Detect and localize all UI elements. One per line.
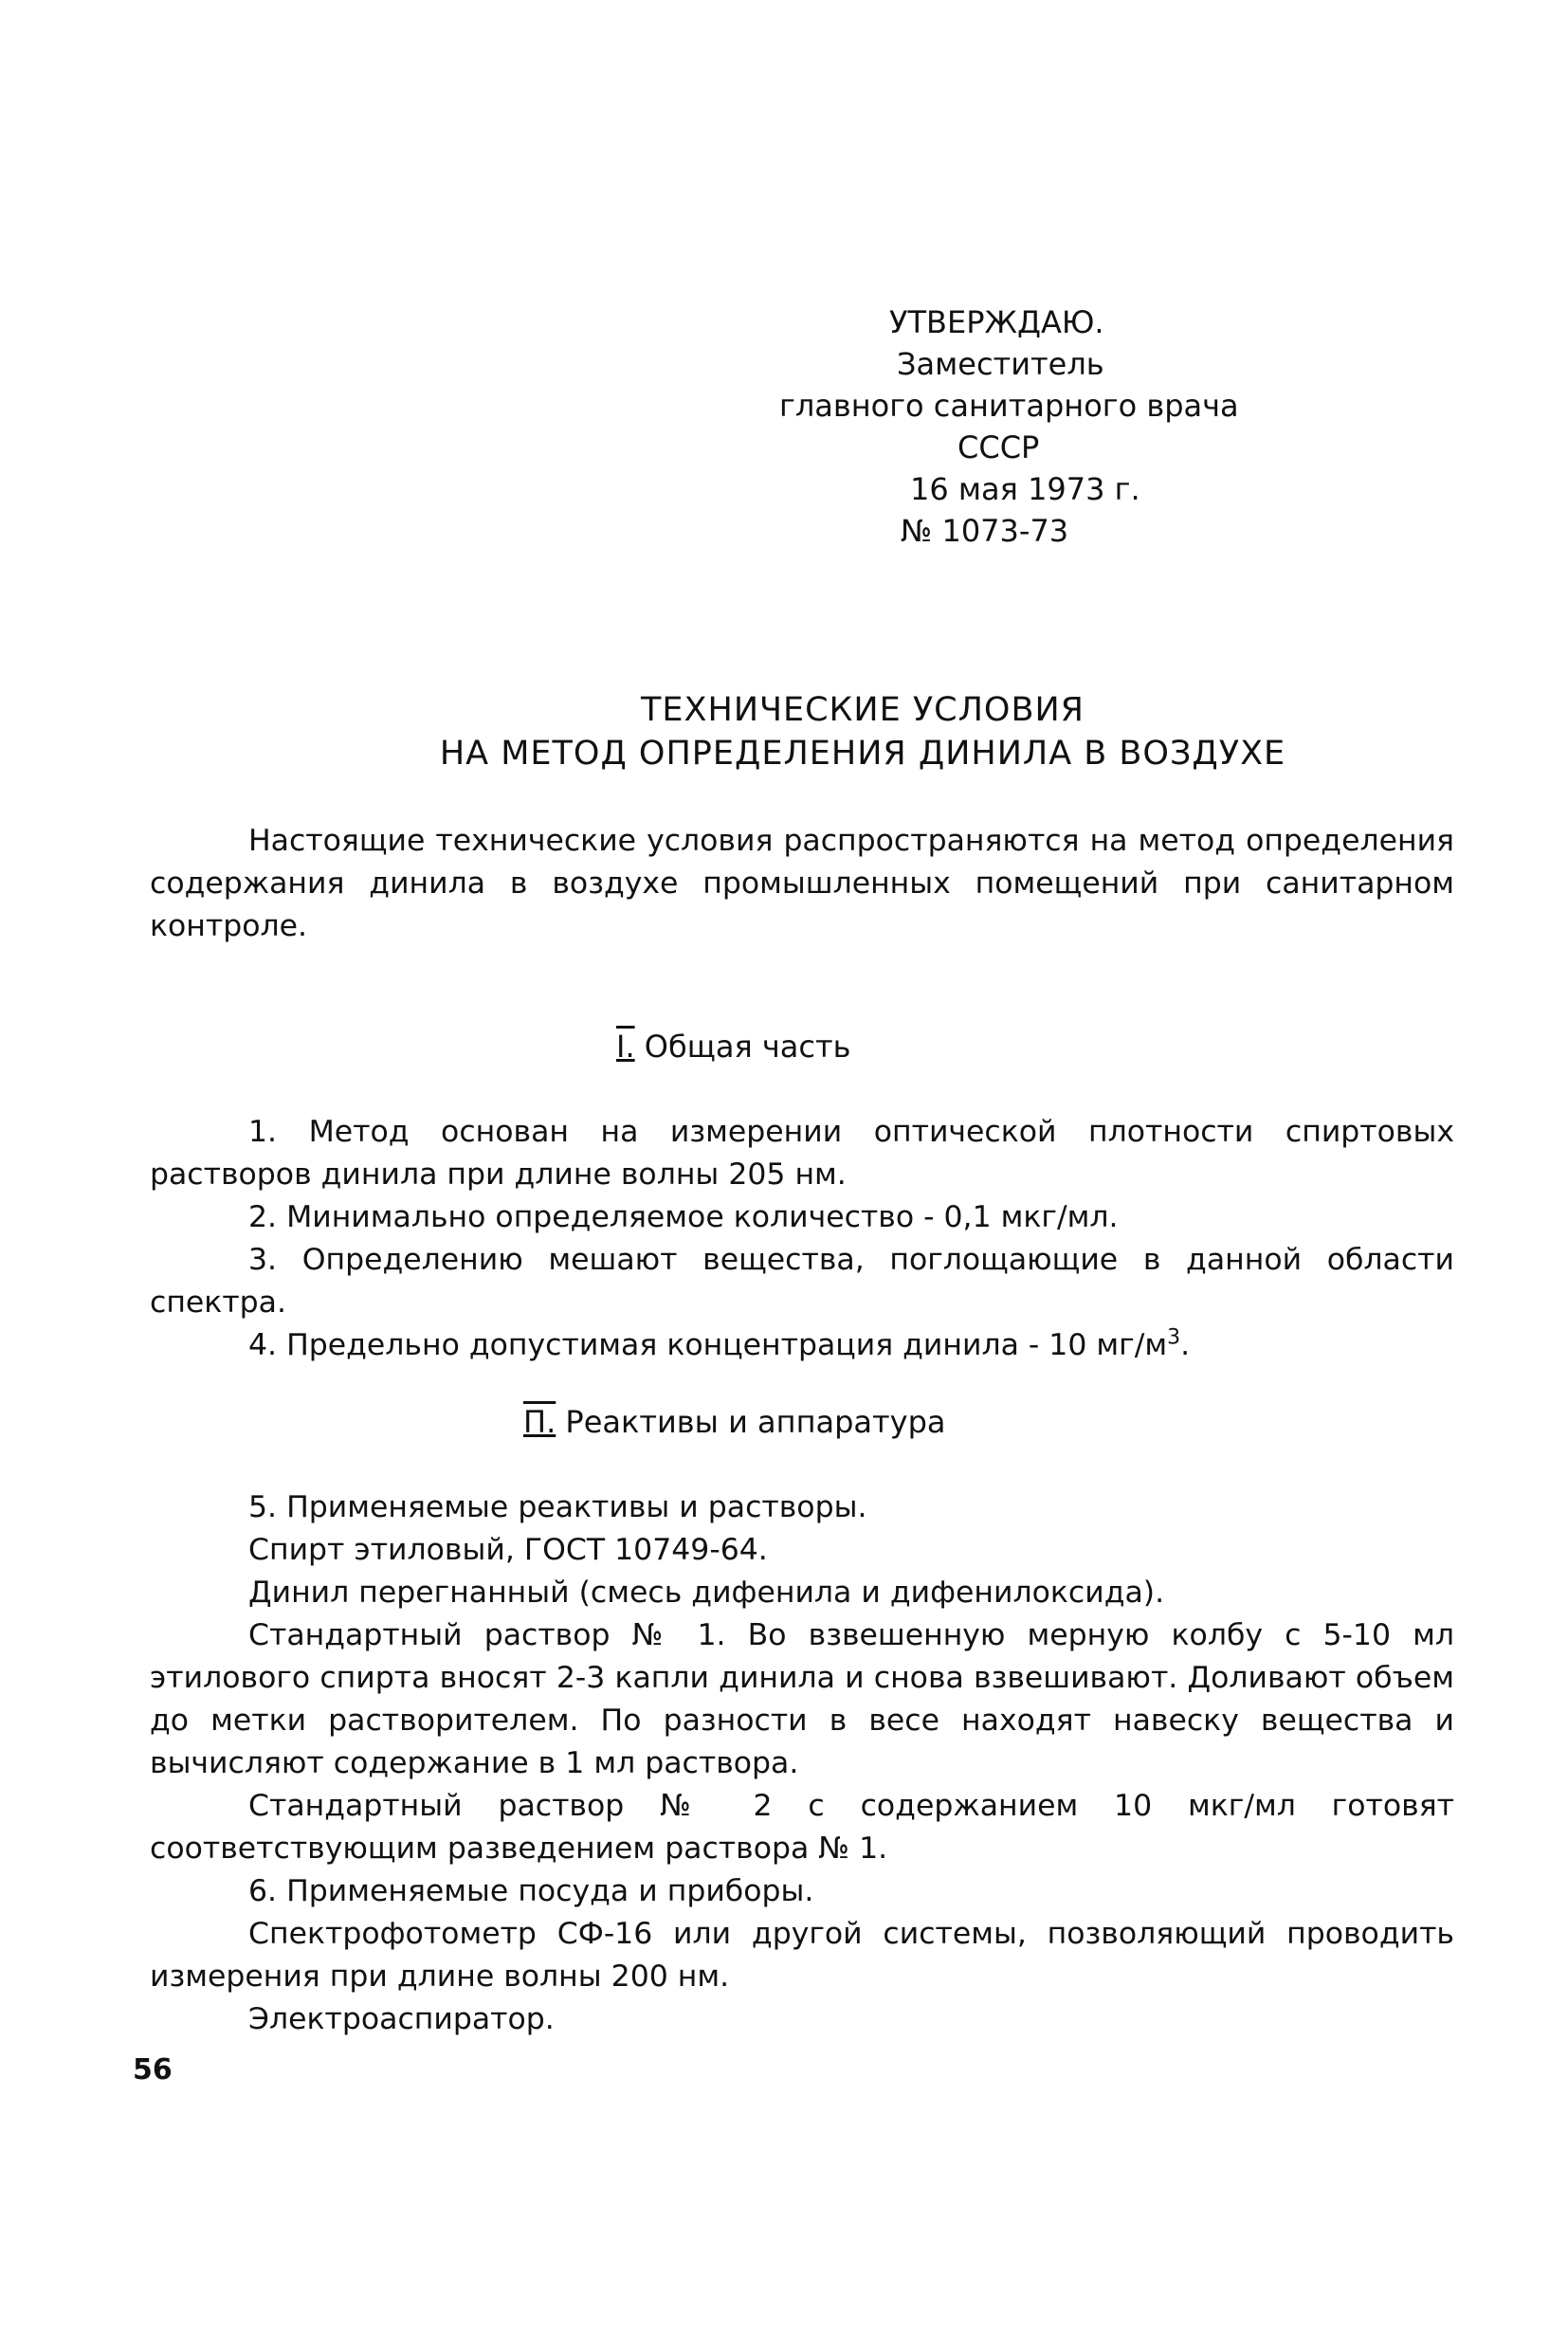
section-1-item: 3. Определению мешают вещества, поглощающие в данной области спектра.	[150, 1243, 1454, 1320]
intro-paragraph	[150, 820, 1454, 948]
approval-stamp	[768, 301, 1299, 552]
section-2-body	[150, 1486, 1454, 2041]
section-2-paragraph: Динил перегнанный (смесь дифенила и дифенилоксида).	[248, 1576, 1165, 1610]
approval-number: № 1073-73	[901, 513, 1069, 549]
section-1-numeral: I.	[616, 1029, 635, 1065]
cubic-superscript: 3	[1167, 1325, 1181, 1350]
approval-date: 16 мая 1973 г.	[910, 471, 1140, 507]
section-1-title: Общая часть	[644, 1029, 851, 1065]
section-1-heading	[616, 1026, 850, 1067]
document-title	[152, 688, 1568, 775]
section-2-heading	[523, 1401, 946, 1443]
title-line-1: ТЕХНИЧЕСКИЕ УСЛОВИЯ	[641, 691, 1085, 729]
section-2-numeral: П.	[523, 1404, 556, 1440]
section-1-body	[150, 1111, 1454, 1367]
page-number: 56	[133, 2053, 173, 2087]
item-4-text: 4. Предельно допустимая концентрация динила - 10 мг/м	[248, 1328, 1168, 1362]
item-4-end: .	[1180, 1328, 1191, 1362]
approval-line-2: Заместитель	[897, 346, 1104, 382]
section-2-paragraph: 6. Применяемые посуда и приборы.	[248, 1874, 814, 1908]
section-2-paragraph: Спирт этиловый, ГОСТ 10749-64.	[248, 1533, 768, 1567]
section-1-item: 2. Минимально определяемое количество - 0,1 мкг/мл.	[248, 1200, 1119, 1234]
section-2-paragraph: 5. Применяемые реактивы и растворы.	[248, 1490, 867, 1524]
approval-line-1: УТВЕРЖДАЮ.	[889, 304, 1104, 340]
intro-text: Настоящие технические условия распространяются на метод определения содержания динила в воздухе промышленных помещений при санитарном контроле.	[150, 824, 1454, 943]
section-2-title: Реактивы и аппаратура	[565, 1404, 946, 1440]
approval-line-3: главного санитарного врача	[779, 388, 1239, 424]
section-1-item: 1. Метод основан на измерении оптической плотности спиртовых растворов динила при длине волны 205 нм.	[150, 1115, 1454, 1192]
section-2-paragraph: Стандартный раствор № 2 с содержанием 10 мкг/мл готовят соответствующим разведением раствора № 1.	[150, 1789, 1454, 1866]
section-2-paragraph: Спектрофотометр СФ-16 или другой системы, позволяющий проводить измерения при длине волны 200 нм.	[150, 1917, 1454, 1994]
section-2-paragraph: Электроаспиратор.	[248, 2002, 555, 2036]
section-1-item-4	[150, 1324, 1454, 1367]
approval-line-4: СССР	[957, 429, 1040, 465]
title-line-2: НА МЕТОД ОПРЕДЕЛЕНИЯ ДИНИЛА В ВОЗДУХЕ	[439, 735, 1286, 773]
section-2-paragraph: Стандартный раствор № 1. Во взвешенную мерную колбу с 5-10 мл этилового спирта вносят 2-3 капли динила и снова взвешивают. Доливают объем до метки растворителем. По разности в весе находят навеску вещества и вычисляют содержание в 1 мл раствора.	[150, 1618, 1454, 1780]
